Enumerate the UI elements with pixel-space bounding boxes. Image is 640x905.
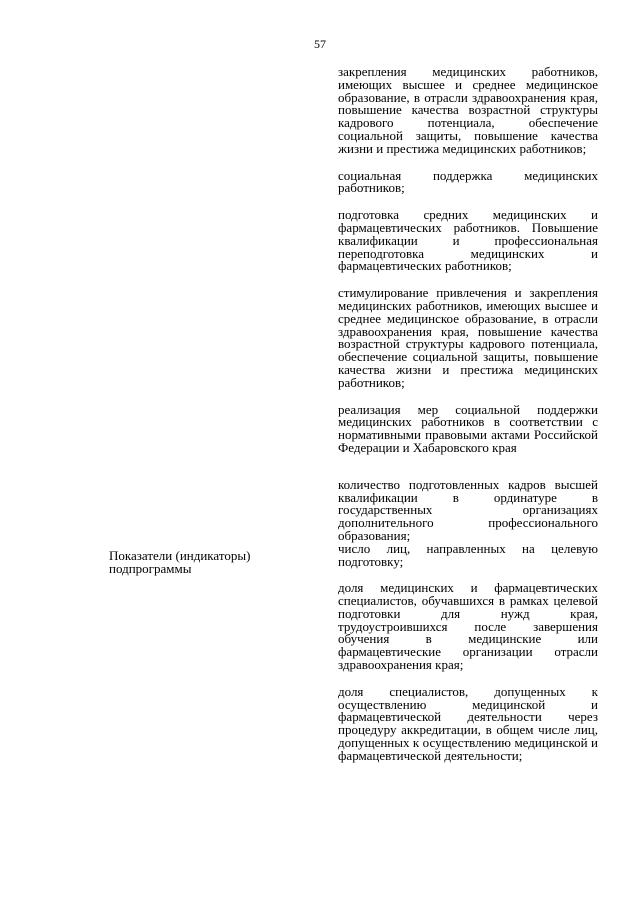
paragraph-indicator-4: доля специалистов, допущенных к осуществлению медицинской и фармацевтической деятельности через процедуру аккредитации, в общем числе лиц, допущенных к осуществлению медицинской и фармацевтической деятельности; [338, 683, 598, 763]
paragraph-tasks-4: стимулирование привлечения и закрепления медицинских работников, имеющих высшее и среднее медицинское образование, в отрасли здравоохранения края, повышение качества возрастной структуры кадрового потенциала, обеспечение социальной защиты, повышение качества жизни и престижа медицинских работников; [338, 285, 598, 390]
page-number: 57 [314, 37, 326, 51]
indicators-label: Показатели (индикаторы) подпрограммы [109, 548, 251, 577]
paragraph-tasks-5: реализация мер социальной поддержки медицинских работников в соответствии с нормативными правовыми актами Российской Федерации и Хабаровского края [338, 401, 598, 455]
paragraph-indicator-1: количество подготовленных кадров высшей квалификации в ординатуре в государственных организациях дополнительного профессионального образования; [338, 476, 598, 543]
paragraph-indicator-2: число лиц, направленных на целевую подготовку; [338, 540, 598, 569]
right-column [338, 66, 598, 763]
paragraph-indicator-3: доля медицинских и фармацевтических специалистов, обучавшихся в рамках целевой подготовки для нужд края, трудоустроившихся после завершения обучения в медицинские или фармацевтические организации отрасли здравоохранения края; [338, 580, 598, 673]
paragraph-tasks-1: закрепления медицинских работников, имеющих высшее и среднее медицинское образование, в отрасли здравоохранения края, повышение качества возрастной структуры кадрового потенциала, обеспечение социальной защиты, повышение качества жизни и престижа медицинских работников; [338, 64, 598, 156]
paragraph-tasks-2: социальная поддержка медицинских работников; [338, 167, 598, 196]
paragraph-tasks-3: подготовка средних медицинских и фармацевтических работников. Повышение квалификации и профессиональная переподготовка медицинских и фармацевтических работников; [338, 207, 598, 274]
